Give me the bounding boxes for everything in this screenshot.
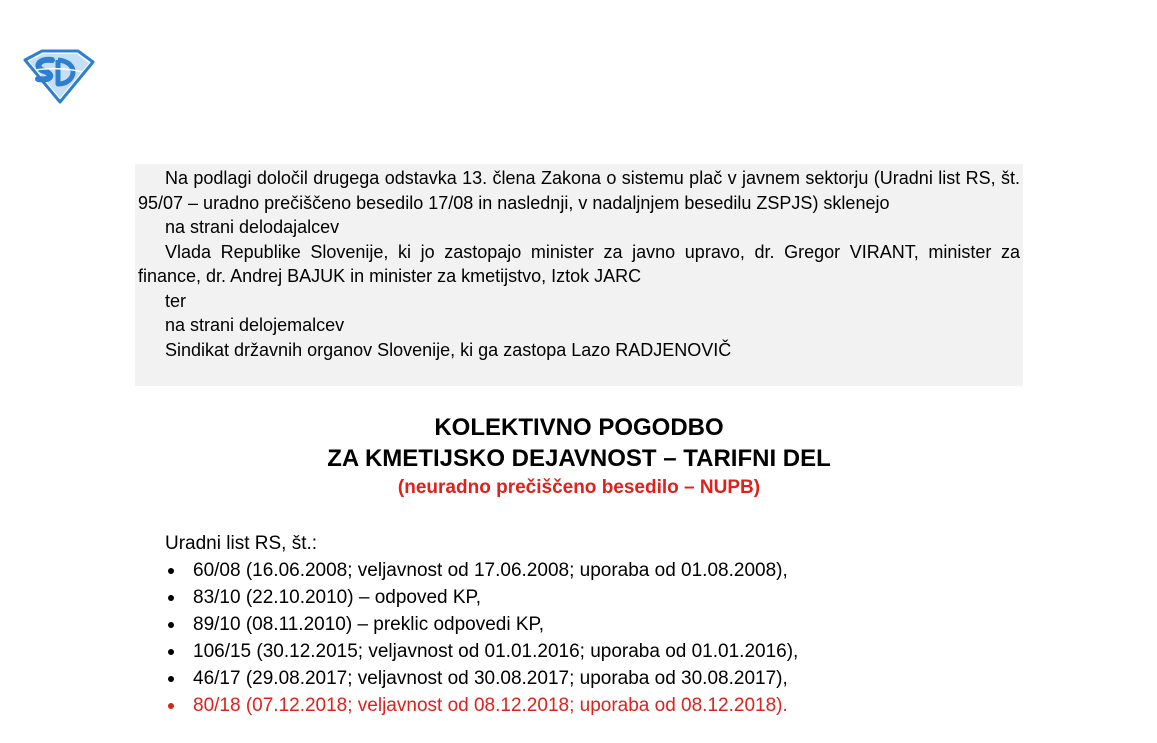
sindicate-logo-icon bbox=[22, 48, 96, 104]
list-item-latest: 80/18 (07.12.2018; veljavnost od 08.12.2018; uporaba od 08.12.2018). bbox=[165, 692, 1065, 719]
title-line-2: ZA KMETIJSKO DEJAVNOST – TARIFNI DEL bbox=[327, 445, 831, 472]
list-item: 60/08 (16.06.2008; veljavnost od 17.06.2008; uporaba od 01.08.2008), bbox=[165, 557, 1065, 584]
title-subtitle: (neuradno prečiščeno besedilo – NUPB) bbox=[397, 477, 761, 498]
bullet-icon bbox=[168, 568, 174, 574]
government-paragraph: Vlada Republike Slovenije, ki jo zastopajo minister za javno upravo, dr. Gregor VIRANT, minister za finance, dr. Andrej BAJUK in minister za kmetijstvo, Iztok JARC bbox=[138, 241, 1020, 286]
bullet-icon bbox=[168, 649, 174, 655]
union-paragraph: Sindikat državnih organov Slovenije, ki ga zastopa Lazo RADJENOVIČ bbox=[165, 339, 732, 360]
bullet-icon bbox=[168, 595, 174, 601]
list-item: 106/15 (30.12.2015; veljavnost od 01.01.2016; uporaba od 01.01.2016), bbox=[165, 638, 1065, 665]
bullet-icon bbox=[168, 622, 174, 628]
intro-block bbox=[135, 164, 1023, 386]
gazette-list bbox=[165, 557, 1065, 719]
list-item: 46/17 (29.08.2017; veljavnost od 30.08.2017; uporaba od 30.08.2017), bbox=[165, 665, 1065, 692]
gazette-heading: Uradni list RS, št.: bbox=[165, 533, 318, 554]
bullet-icon bbox=[168, 703, 174, 709]
and-label: ter bbox=[165, 290, 187, 311]
bullet-icon bbox=[168, 676, 174, 682]
title-line-1: KOLEKTIVNO POGODBO bbox=[434, 414, 724, 441]
list-item: 83/10 (22.10.2010) – odpoved KP, bbox=[165, 584, 1065, 611]
employers-label: na strani delodajalcev bbox=[165, 217, 340, 237]
employees-label: na strani delojemalcev bbox=[165, 315, 345, 335]
list-item: 89/10 (08.11.2010) – preklic odpovedi KP, bbox=[165, 611, 1065, 638]
gazette-list-block bbox=[165, 530, 1065, 719]
document-title bbox=[135, 412, 1023, 502]
intro-paragraph: Na podlagi določil drugega odstavka 13. člena Zakona o sistemu plač v javnem sektorju (Uradni list RS, št. 95/07 – uradno prečiščeno besedilo 17/08 in naslednji, v nadaljnjem besedilu ZSPJS) sklenejo bbox=[138, 168, 1020, 213]
